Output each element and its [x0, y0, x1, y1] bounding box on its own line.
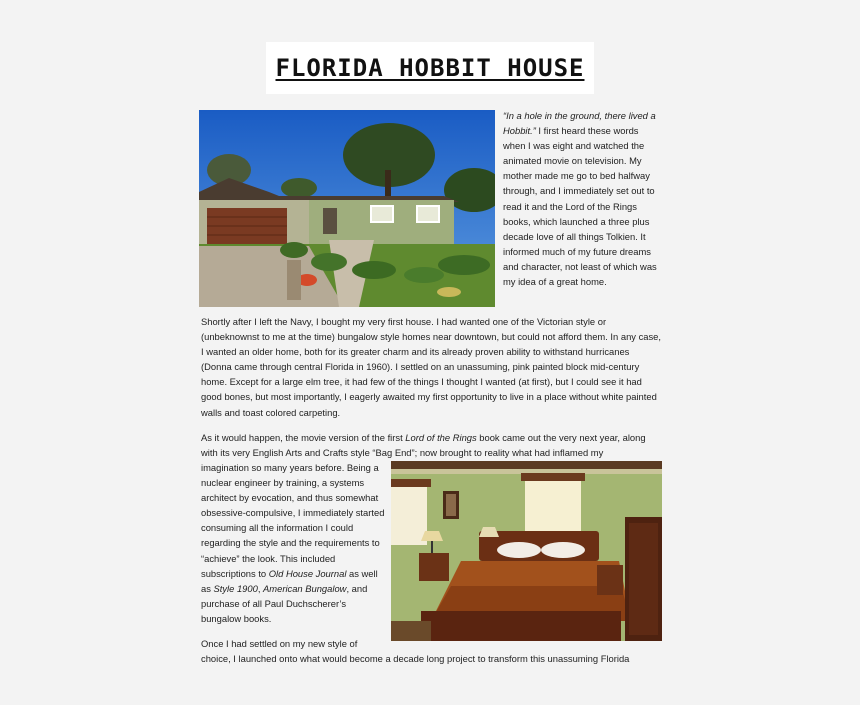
- p3-style1900: Style 1900: [213, 582, 258, 594]
- p3-text-b: book came out the very next year, along with its very English Arts and Crafts style “Bag End”; now brought to reality what had inflamed my: [201, 432, 646, 459]
- intro-paragraph: [503, 108, 663, 289]
- paragraph-3-cont: [201, 460, 387, 626]
- intro-text: I first heard these words when I was eight and watched the animated movie on television. My mother made me go to bed halfway through, and I immediately set out to read it and the Lord of the Rings books, which launched a three plus decade love of all things Tolkien. It informed much of my future dreams and character, not least of which was my idea of a great home.: [503, 125, 657, 288]
- p3-text-f: , and purchase of all Paul Duchscherer’s bungalow books.: [201, 582, 368, 624]
- p3-ohj: Old House Journal: [268, 567, 347, 579]
- p3-text-c: imagination so many years before. Being a nuclear engineer by training, a systems architect by evocation, and thus somewhat obsessive-compulsive, I immediately started consuming all the information I could regarding the style and the requirements to “achieve” the look. This included subscriptions to: [201, 462, 385, 579]
- document-title: FLORIDA HOBBIT HOUSE: [275, 54, 585, 82]
- p3-text-a: As it would happen, the movie version of the first: [201, 432, 406, 443]
- title-banner: [266, 42, 594, 94]
- p3-american-bungalow: American Bungalow: [263, 582, 347, 594]
- bedroom-photo: [391, 461, 662, 641]
- house-photo: [199, 110, 495, 307]
- p4-line-2: choice, I launched onto what would become a decade long project to transform this unassuming Florida: [201, 653, 630, 665]
- intro-quote: “In a hole in the ground, there lived a Hobbit.”: [503, 110, 656, 137]
- paragraph-3-lead: [201, 430, 661, 460]
- p3-lotr-title: Lord of the Rings: [405, 432, 477, 443]
- p3-text-e: ,: [257, 582, 264, 594]
- paragraph-2: Shortly after I left the Navy, I bought my very first house. I had wanted one of the Victorian style or (unbeknownst to me at the time) bungalow style homes near downtown, but could not afford them. In any case, I wanted an older home, both for its greater charm and its already proven ability to withstand hurricanes (Donna came through central Florida in 1960). I settled on an unassuming, pink painted block mid-century home. Except for a large elm tree, it had few of the things I thought I wanted (at first), but I could see it had good bones, but most importantly, I eagerly awaited my first opportunity to live in a place without white painted walls and toast colored carpeting.: [201, 316, 661, 418]
- paragraph-4: [201, 636, 671, 666]
- p3-text-d: as well as: [201, 567, 378, 594]
- p4-line-1: Once I had settled on my new style of: [201, 638, 358, 649]
